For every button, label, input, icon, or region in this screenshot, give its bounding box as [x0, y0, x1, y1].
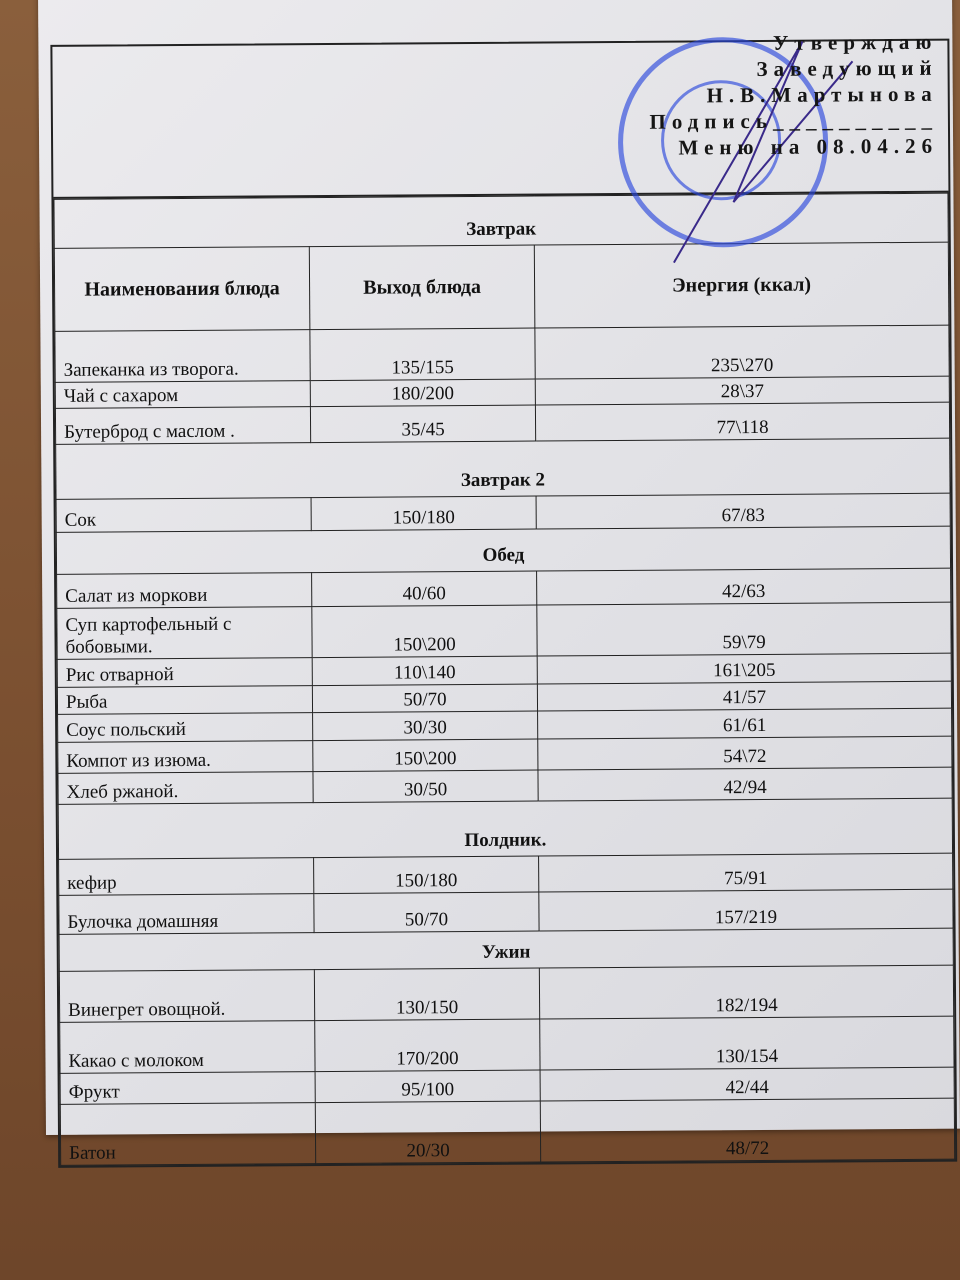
dish-energy: 61/61 — [538, 708, 952, 739]
dish-energy: 161\205 — [537, 653, 951, 684]
dish-portion: 180/200 — [310, 379, 535, 407]
dish-portion: 30/50 — [313, 770, 538, 803]
signature-label: Подпись__________ — [649, 107, 939, 134]
section-title: Обед — [56, 526, 950, 574]
dish-name: Рыба — [57, 686, 312, 715]
dish-portion: 40/60 — [312, 571, 537, 607]
dish-name: Какао с молоком — [60, 1021, 315, 1074]
menu-table — [53, 193, 955, 1166]
dish-portion: 30/30 — [313, 711, 538, 741]
dish-energy: 77\118 — [535, 402, 949, 441]
dish-energy: 42/94 — [538, 767, 952, 801]
section-title: Ужин — [59, 928, 953, 971]
dish-name: Соус польский — [58, 713, 313, 743]
dish-energy: 42/63 — [537, 568, 951, 605]
dish-portion: 20/30 — [315, 1101, 540, 1164]
dish-energy: 235\270 — [535, 325, 949, 379]
section-title: Завтрак 2 — [56, 438, 950, 499]
dish-energy: 28\37 — [535, 376, 949, 405]
dish-energy: 59\79 — [537, 602, 951, 656]
table-row — [60, 1016, 954, 1073]
dish-name: Батон — [60, 1103, 315, 1166]
table-row — [59, 853, 953, 895]
dish-energy: 48/72 — [540, 1098, 954, 1162]
dish-energy: 130/154 — [540, 1016, 954, 1070]
dish-portion: 50/70 — [314, 892, 539, 933]
table-row — [55, 325, 949, 382]
dish-name: Булочка домашняя — [59, 894, 314, 935]
column-header-portion: Выход блюда — [309, 245, 535, 330]
section-row — [58, 798, 952, 859]
table-row — [59, 965, 953, 1022]
dish-energy: 182/194 — [539, 965, 953, 1019]
dish-portion: 150/180 — [314, 856, 539, 894]
dish-name: Винегрет овощной. — [59, 970, 314, 1023]
approval-block — [52, 29, 948, 199]
dish-name: Салат из моркови — [57, 573, 312, 609]
dish-name: Суп картофельный с бобовыми. — [57, 607, 312, 660]
position-label: Заведующий — [756, 55, 938, 81]
director-name: Н.В.Мартынова — [706, 81, 938, 108]
dish-energy: 75/91 — [539, 853, 953, 892]
column-header-energy: Энергия (ккал) — [534, 242, 949, 328]
approve-label: Утверждаю — [772, 29, 938, 55]
dish-energy: 67/83 — [536, 493, 950, 529]
table-row — [55, 402, 949, 444]
table-row — [60, 1098, 954, 1165]
dish-name: Чай с сахаром — [55, 381, 310, 409]
table-row — [59, 889, 953, 934]
dish-portion: 35/45 — [310, 405, 535, 443]
menu-sheet — [50, 29, 957, 1168]
section-title: Завтрак — [54, 193, 948, 248]
dish-name: Бутерброд с маслом . — [55, 407, 310, 445]
menu-paper — [38, 0, 960, 1164]
table-row — [57, 602, 951, 659]
dish-portion: 150/180 — [311, 496, 536, 531]
dish-energy: 41/57 — [537, 681, 951, 711]
dish-name: Запеканка из творога. — [55, 330, 310, 383]
dish-name: Фрукт — [60, 1072, 315, 1105]
dish-name: Рис отварной — [57, 658, 312, 688]
dish-portion: 95/100 — [315, 1070, 540, 1103]
dish-energy: 42/44 — [540, 1067, 954, 1101]
column-header-name: Наименования блюда — [54, 247, 310, 332]
dish-name: Сок — [56, 498, 311, 533]
dish-portion: 50/70 — [312, 684, 537, 713]
dish-name: кефир — [59, 858, 314, 896]
dish-portion: 150\200 — [312, 605, 537, 658]
dish-energy: 157/219 — [539, 889, 953, 931]
section-title: Полдник. — [58, 798, 952, 859]
dish-portion: 150\200 — [313, 739, 538, 772]
dish-portion: 130/150 — [314, 968, 539, 1021]
dish-portion: 110\140 — [312, 656, 537, 686]
dish-portion: 135/155 — [310, 328, 535, 381]
section-row — [56, 438, 950, 499]
dish-name: Компот из изюма. — [58, 741, 313, 774]
menu-date: Меню на 08.04.26 — [678, 133, 939, 160]
dish-name: Хлеб ржаной. — [58, 772, 313, 805]
section-row — [59, 928, 953, 971]
section-row — [56, 526, 950, 574]
dish-portion: 170/200 — [315, 1019, 540, 1072]
dish-energy: 54\72 — [538, 736, 952, 770]
